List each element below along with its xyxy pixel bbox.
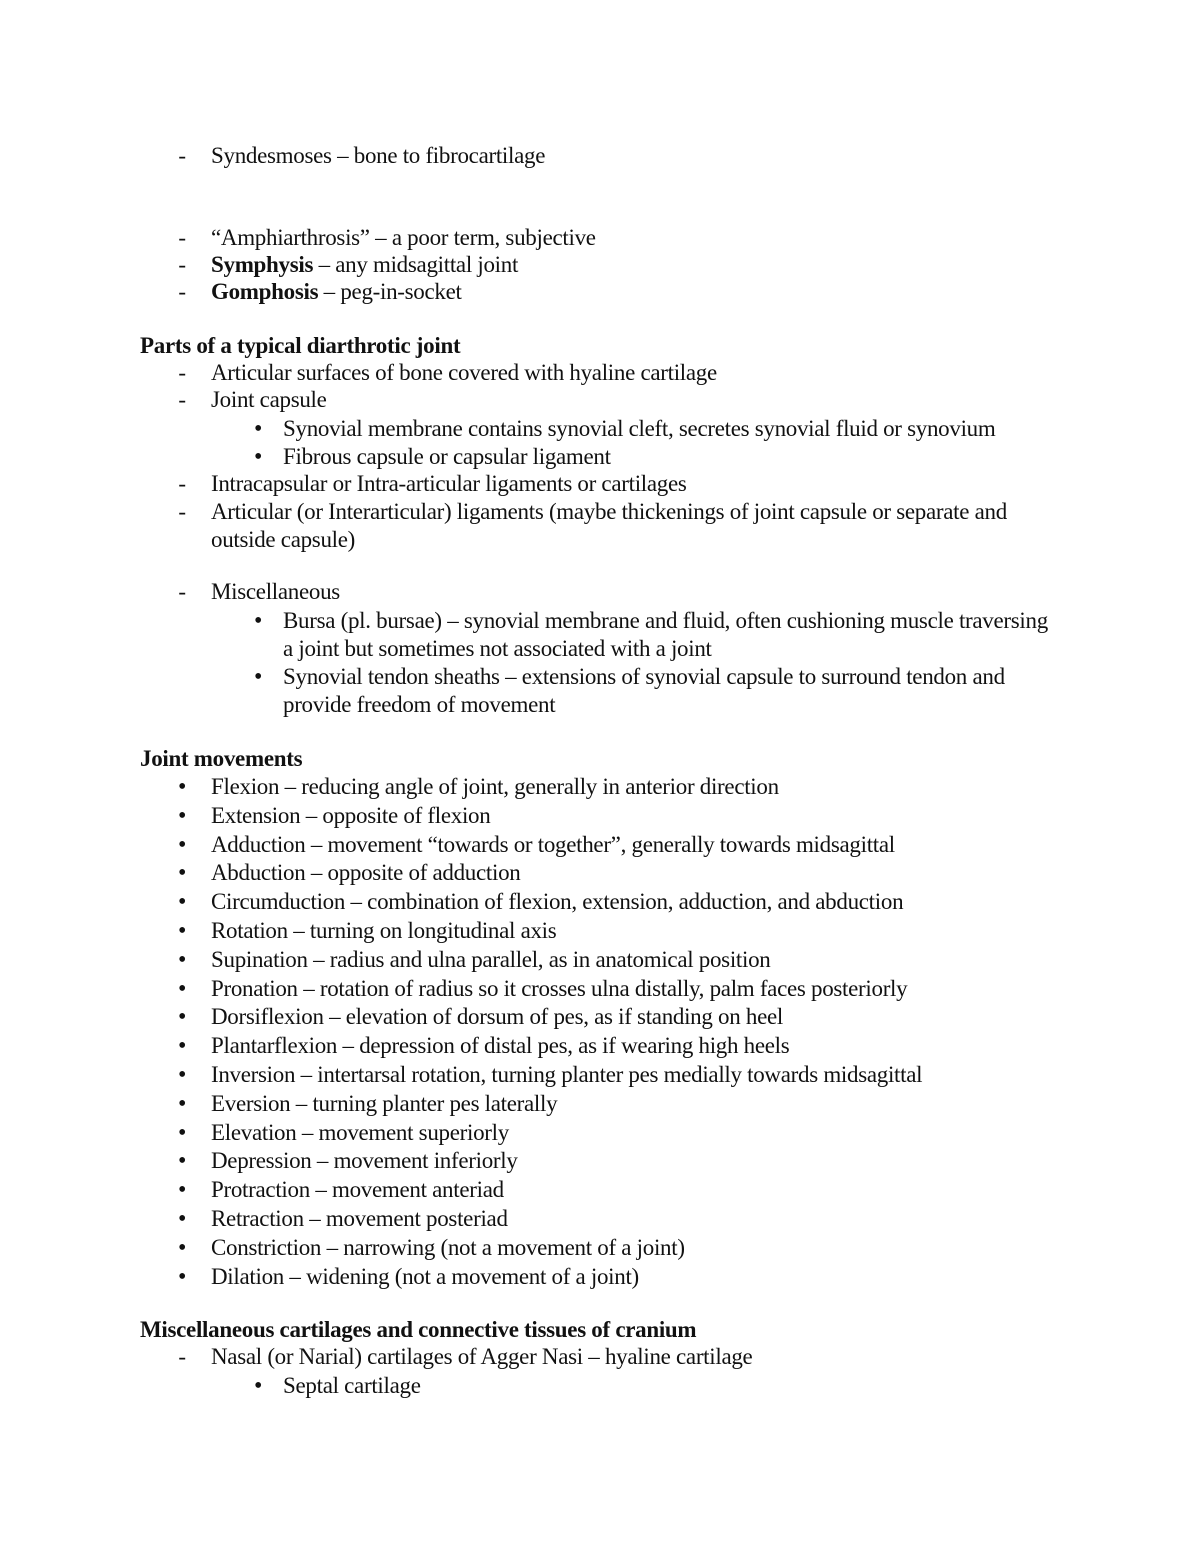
bullet-marker <box>175 802 189 830</box>
list-item <box>211 470 1071 498</box>
bullet-marker <box>251 663 265 691</box>
list-item <box>211 224 1071 252</box>
bullet-marker <box>175 1147 189 1175</box>
list-item <box>211 1003 1071 1031</box>
list-item-text: Elevation – movement superiorly <box>211 1120 509 1145</box>
sub-list-item <box>283 663 1063 719</box>
dash-marker <box>175 359 189 387</box>
bullet-marker <box>175 946 189 974</box>
list-item-text: Rotation – turning on longitudinal axis <box>211 918 557 943</box>
list-item <box>211 1234 1071 1262</box>
list-item <box>211 498 1071 554</box>
dash-marker <box>175 142 189 170</box>
list-item-text: Articular (or Interarticular) ligaments (maybe thickenings of joint capsule or separate and outside capsule) <box>211 499 1007 552</box>
list-item <box>211 831 1071 859</box>
bullet-marker <box>251 415 265 443</box>
list-item <box>211 1032 1071 1060</box>
list-item <box>211 946 1071 974</box>
list-item-text: Dorsiflexion – elevation of dorsum of pes, as if standing on heel <box>211 1004 783 1029</box>
list-item-text: Depression – movement inferiorly <box>211 1148 518 1173</box>
list-item <box>211 251 1071 279</box>
list-item <box>211 1119 1071 1147</box>
list-item-text: Protraction – movement anteriad <box>211 1177 504 1202</box>
term-bold: Gomphosis <box>211 279 319 304</box>
list-item-text: Synovial membrane contains synovial cleft, secretes synovial fluid or synovium <box>283 416 996 441</box>
dash-marker <box>175 470 189 498</box>
list-item <box>211 578 1071 606</box>
bullet-marker <box>175 975 189 1003</box>
list-item <box>211 975 1071 1003</box>
sub-list-item <box>283 415 1063 443</box>
bullet-marker <box>251 607 265 635</box>
list-item-text: Extension – opposite of flexion <box>211 803 491 828</box>
list-item <box>211 773 1071 801</box>
list-item <box>211 1263 1071 1291</box>
bullet-marker <box>175 1090 189 1118</box>
list-item-text: Miscellaneous <box>211 579 340 604</box>
list-item-text: “Amphiarthrosis” – a poor term, subjective <box>211 225 596 250</box>
list-item-text: Nasal (or Narial) cartilages of Agger Nasi – hyaline cartilage <box>211 1344 753 1369</box>
dash-marker <box>175 386 189 414</box>
list-item-text: – any midsagittal joint <box>313 252 519 277</box>
list-item <box>211 1090 1071 1118</box>
list-item <box>211 1343 1071 1371</box>
bullet-marker <box>251 1372 265 1400</box>
dash-marker <box>175 1343 189 1371</box>
list-item <box>211 386 1071 414</box>
bullet-marker <box>175 1176 189 1204</box>
bullet-marker <box>175 859 189 887</box>
bullet-marker <box>175 1003 189 1031</box>
list-item-text: Flexion – reducing angle of joint, generally in anterior direction <box>211 774 779 799</box>
list-item-text: Constriction – narrowing (not a movement of a joint) <box>211 1235 685 1260</box>
list-item-text: Abduction – opposite of adduction <box>211 860 521 885</box>
list-item-text: Joint capsule <box>211 387 327 412</box>
bullet-marker <box>175 1119 189 1147</box>
list-item-text: Supination – radius and ulna parallel, as in anatomical position <box>211 947 771 972</box>
list-item-text: Plantarflexion – depression of distal pes, as if wearing high heels <box>211 1033 790 1058</box>
list-item-text: – peg-in-socket <box>318 279 462 304</box>
dash-marker <box>175 578 189 606</box>
sub-list-item <box>283 443 1063 471</box>
list-item-text: Retraction – movement posteriad <box>211 1206 508 1231</box>
list-item <box>211 859 1071 887</box>
bullet-marker <box>175 1032 189 1060</box>
dash-marker <box>175 278 189 306</box>
bullet-marker <box>175 773 189 801</box>
list-item-text: Inversion – intertarsal rotation, turning planter pes medially towards midsagittal <box>211 1062 923 1087</box>
bullet-marker <box>251 443 265 471</box>
list-item <box>211 888 1071 916</box>
list-item <box>211 917 1071 945</box>
section-heading: Parts of a typical diarthrotic joint <box>140 333 461 358</box>
list-item <box>211 1205 1071 1233</box>
bullet-marker <box>175 917 189 945</box>
list-item-text: Dilation – widening (not a movement of a joint) <box>211 1264 639 1289</box>
list-item-text: Fibrous capsule or capsular ligament <box>283 444 611 469</box>
list-item-text: Intracapsular or Intra-articular ligaments or cartilages <box>211 471 687 496</box>
list-item-text: Adduction – movement “towards or together”, generally towards midsagittal <box>211 832 895 857</box>
bullet-marker <box>175 888 189 916</box>
bullet-marker <box>175 1263 189 1291</box>
bullet-marker <box>175 1234 189 1262</box>
list-item <box>211 1147 1071 1175</box>
list-item <box>211 142 1071 170</box>
list-item <box>211 278 1071 306</box>
list-item-text: Bursa (pl. bursae) – synovial membrane and fluid, often cushioning muscle traversing a joint but sometimes not associated with a joint <box>283 608 1048 661</box>
term-bold: Symphysis <box>211 252 314 277</box>
list-item-text: Eversion – turning planter pes laterally <box>211 1091 558 1116</box>
section-heading: Joint movements <box>140 746 303 771</box>
list-item <box>211 1176 1071 1204</box>
bullet-marker <box>175 1061 189 1089</box>
dash-marker <box>175 498 189 526</box>
bullet-marker <box>175 831 189 859</box>
list-item <box>211 359 1071 387</box>
dash-marker <box>175 251 189 279</box>
list-item <box>211 802 1071 830</box>
sub-list-item <box>283 1372 1063 1400</box>
list-item <box>211 1061 1071 1089</box>
list-item-text: Synovial tendon sheaths – extensions of synovial capsule to surround tendon and provide freedom of movement <box>283 664 1005 717</box>
list-item-text: Articular surfaces of bone covered with hyaline cartilage <box>211 360 717 385</box>
list-item-text: Septal cartilage <box>283 1373 421 1398</box>
list-item-text: Syndesmoses – bone to fibrocartilage <box>211 143 546 168</box>
list-item-text: Circumduction – combination of flexion, extension, adduction, and abduction <box>211 889 904 914</box>
dash-marker <box>175 224 189 252</box>
list-item-text: Pronation – rotation of radius so it crosses ulna distally, palm faces posteriorly <box>211 976 908 1001</box>
sub-list-item <box>283 607 1063 663</box>
section-heading: Miscellaneous cartilages and connective tissues of cranium <box>140 1317 697 1342</box>
bullet-marker <box>175 1205 189 1233</box>
